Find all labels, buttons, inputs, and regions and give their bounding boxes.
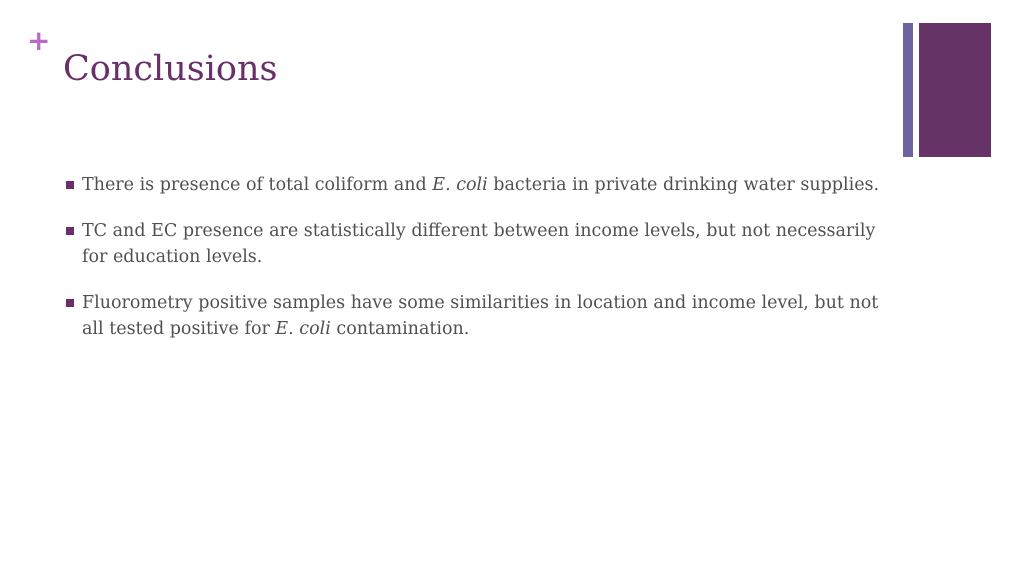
bullet-text: bacteria in private drinking water supplies.	[487, 175, 880, 195]
slide-title: Conclusions	[63, 49, 278, 89]
bullet-marker-icon	[66, 181, 74, 189]
bullet-marker-icon	[66, 227, 74, 235]
plus-icon: +	[27, 24, 51, 57]
accent-bar-thin	[903, 23, 913, 157]
bullet-text: contamination.	[330, 319, 470, 339]
bullet-text-italic: E. coli	[432, 175, 488, 195]
bullet-item	[64, 172, 894, 198]
bullet-text: Fluorometry positive samples have some similarities in location and income level, but not all tested positive for	[82, 293, 879, 339]
bullet-text-italic: E. coli	[275, 319, 331, 339]
accent-bar-wide	[919, 23, 991, 157]
bullet-text: There is presence of total coliform and	[82, 175, 433, 195]
bullet-marker-icon	[66, 299, 74, 307]
bullet-list	[64, 172, 894, 362]
bullet-item	[64, 218, 894, 270]
bullet-item	[64, 290, 894, 342]
bullet-text: TC and EC presence are statistically different between income levels, but not necessarily for education levels.	[82, 221, 876, 267]
